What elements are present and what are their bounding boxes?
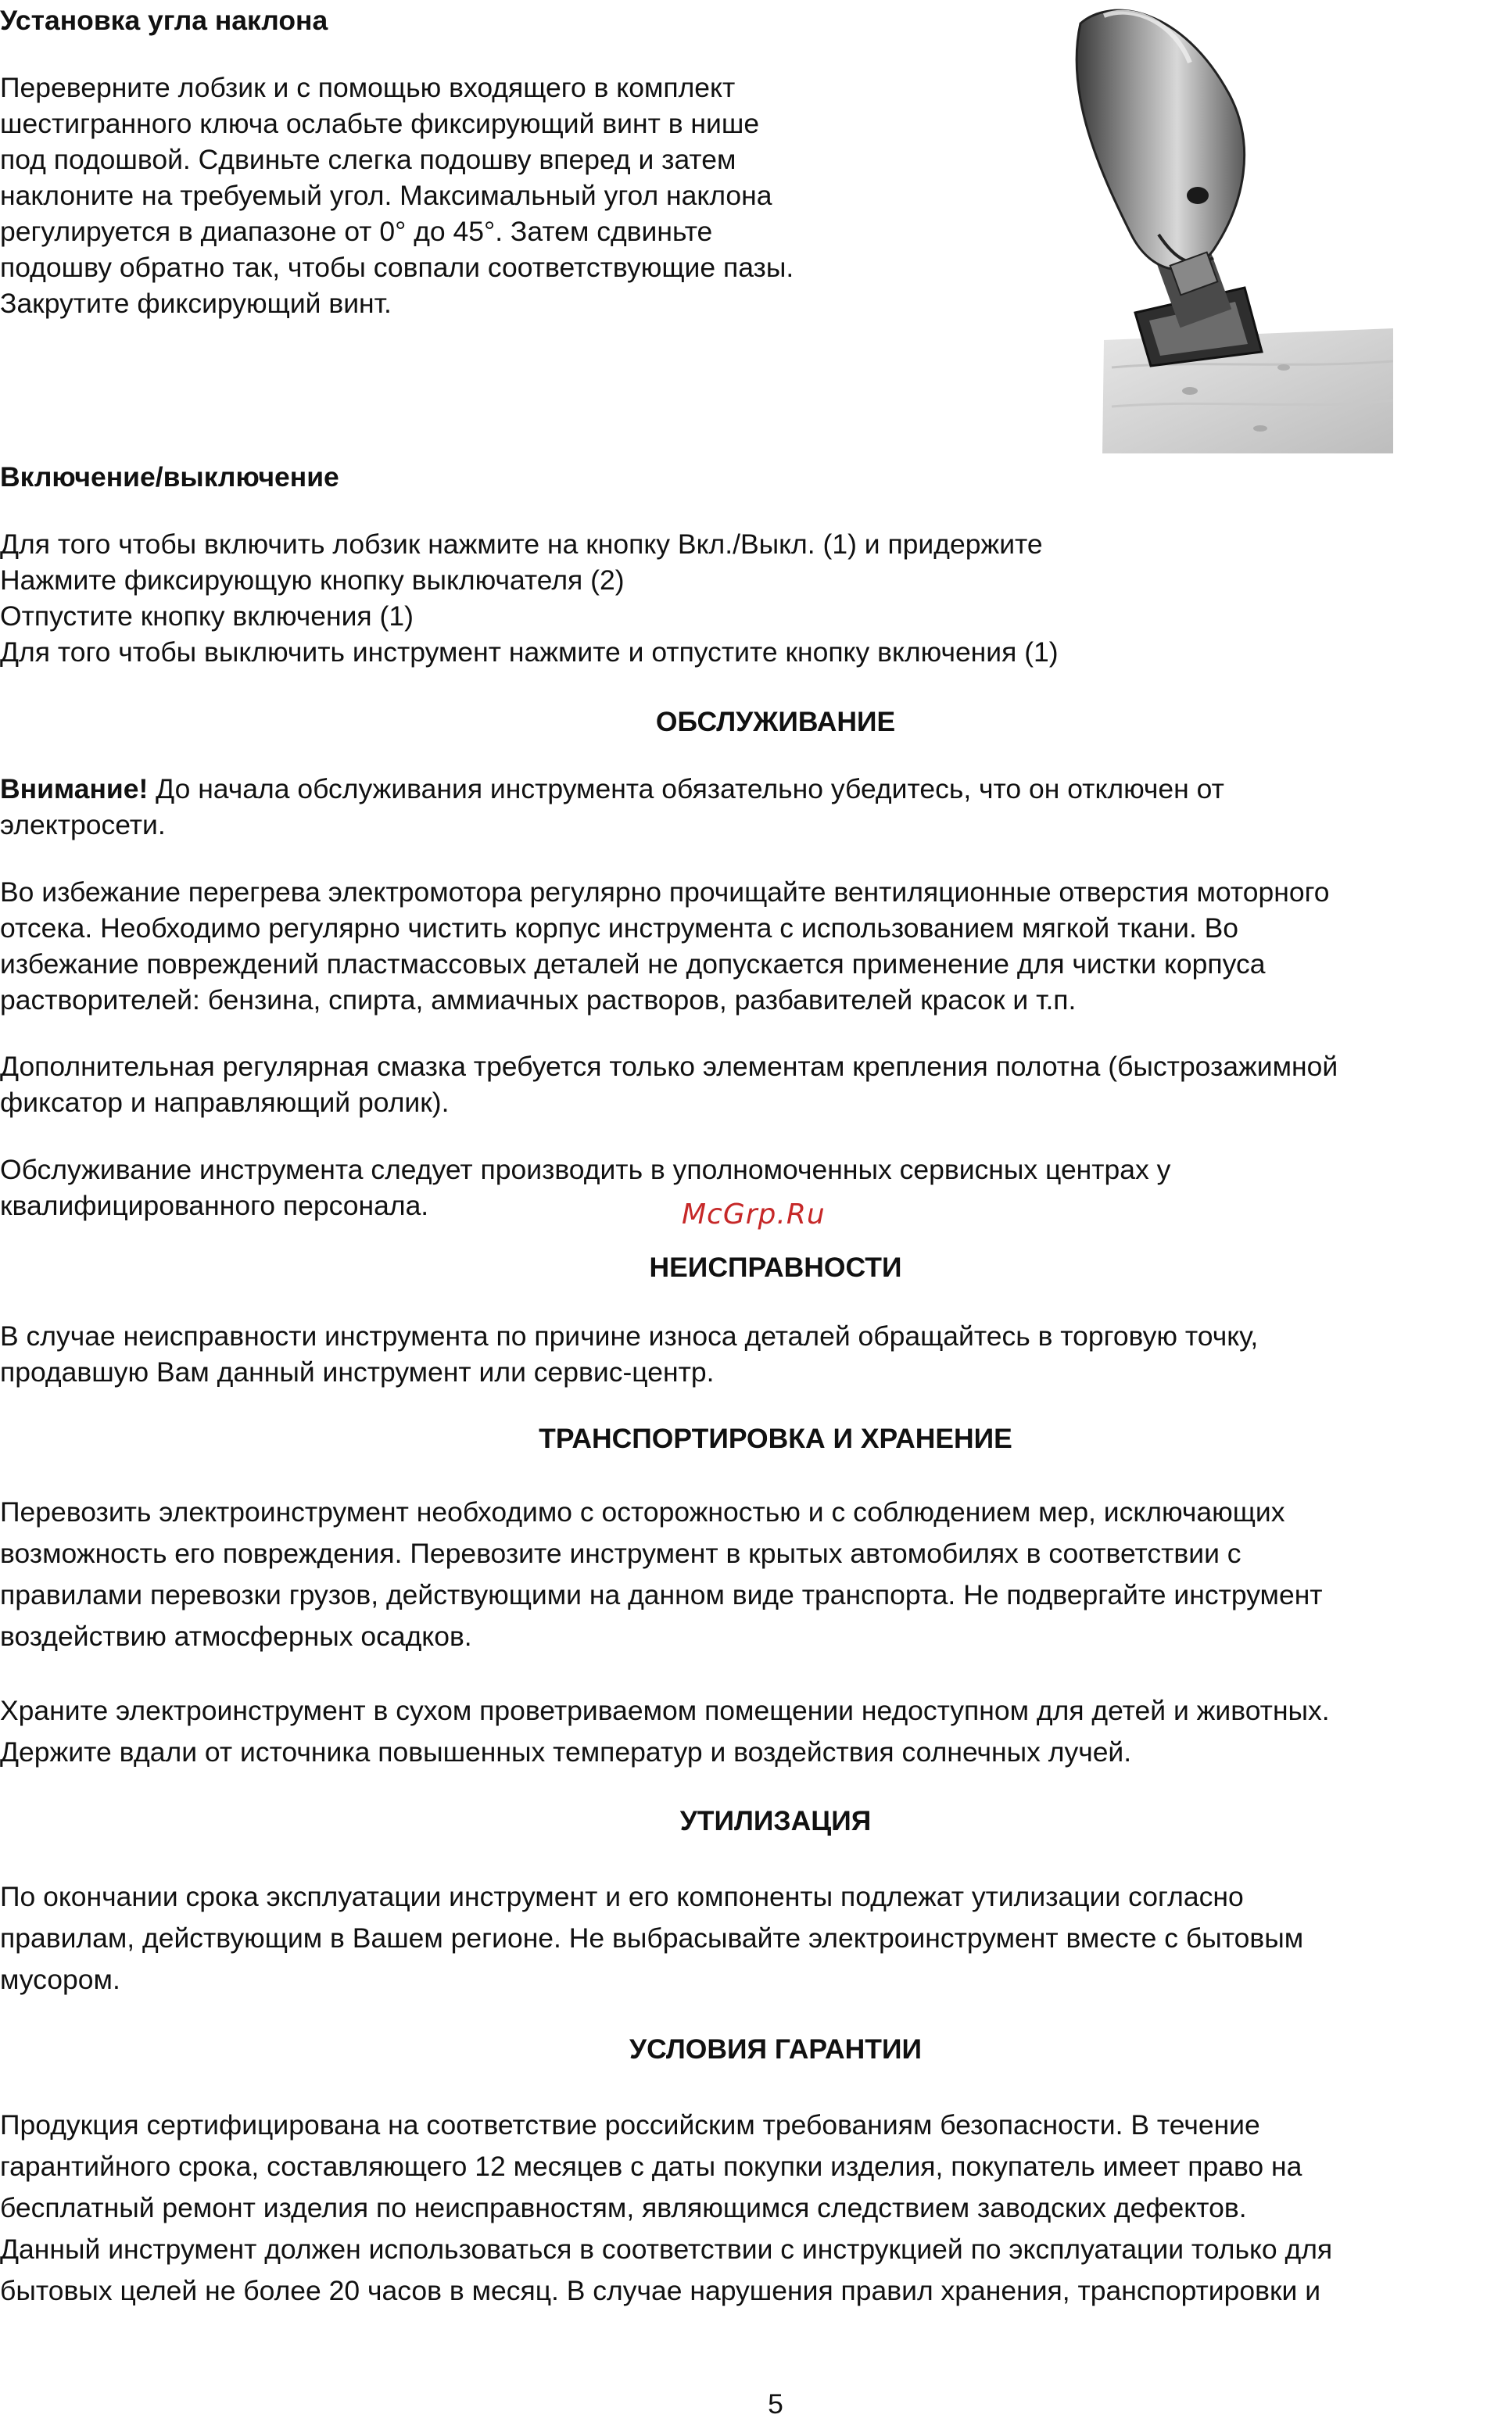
tilt-text bbox=[0, 70, 794, 321]
transport-p2 bbox=[0, 1690, 1330, 1773]
disposal-heading: УТИЛИЗАЦИЯ bbox=[679, 1805, 872, 1836]
transport-line: воздействию атмосферных осадков. bbox=[0, 1621, 472, 1652]
warranty-line: бесплатный ремонт изделия по неисправностям, являющимся следствием заводских дефектов. bbox=[0, 2192, 1247, 2223]
onoff-title: Включение/выключение bbox=[0, 461, 339, 493]
onoff-section bbox=[0, 459, 339, 495]
transport-line: Перевозить электроинструмент необходимо с осторожностью и с соблюдением мер, исключающих bbox=[0, 1496, 1285, 1528]
warning-label: Внимание! bbox=[0, 773, 149, 804]
service-line: отсека. Необходимо регулярно чистить корпус инструмента с использованием мягкой ткани. Во bbox=[0, 912, 1238, 944]
service-line: растворителей: бензина, спирта, аммиачных растворов, разбавителей красок и т.п. bbox=[0, 984, 1077, 1016]
service-line: Обслуживание инструмента следует производить в уполномоченных сервисных центрах у bbox=[0, 1154, 1171, 1185]
transport-line: Храните электроинструмент в сухом проветриваемом помещении недоступном для детей и животных. bbox=[0, 1695, 1330, 1726]
service-p3 bbox=[0, 1152, 1170, 1223]
service-line: Дополнительная регулярная смазка требуется только элементам крепления полотна (быстрозажимной bbox=[0, 1051, 1338, 1082]
service-line: квалифицированного персонала. bbox=[0, 1190, 429, 1221]
tilt-section bbox=[0, 2, 328, 38]
warning-text-cont: электросети. bbox=[0, 809, 166, 840]
warranty-line: гарантийного срока, составляющего 12 месяцев с даты покупки изделия, покупатель имеет право на bbox=[0, 2151, 1302, 2182]
onoff-line: Для того чтобы выключить инструмент нажмите и отпустите кнопку включения (1) bbox=[0, 636, 1059, 668]
faults-line: продавшую Вам данный инструмент или сервис-центр. bbox=[0, 1356, 715, 1388]
jigsaw-photo bbox=[1057, 0, 1393, 453]
warranty-text bbox=[0, 2105, 1332, 2312]
service-line: избежание повреждений пластмассовых деталей не допускается применение для чистки корпуса bbox=[0, 948, 1266, 980]
tilt-line: Закрутите фиксирующий винт. bbox=[0, 288, 392, 319]
service-p2 bbox=[0, 1048, 1338, 1120]
tilt-line: подошву обратно так, чтобы совпали соответствующие пазы. bbox=[0, 252, 794, 283]
transport-line: правилами перевозки грузов, действующими на данном виде транспорта. Не подвергайте инструмент bbox=[0, 1579, 1323, 1610]
jigsaw-knob bbox=[1187, 187, 1209, 204]
service-line: фиксатор и направляющий ролик). bbox=[0, 1087, 450, 1118]
disposal-line: правилам, действующим в Вашем регионе. Не выбрасывайте электроинструмент вместе с бытовым bbox=[0, 1922, 1304, 1954]
disposal-text bbox=[0, 1876, 1303, 2001]
transport-line: возможность его повреждения. Перевозите инструмент в крытых автомобилях в соответствии с bbox=[0, 1538, 1241, 1569]
onoff-line: Отпустите кнопку включения (1) bbox=[0, 600, 414, 632]
onoff-text bbox=[0, 526, 1059, 670]
transport-heading: ТРАНСПОРТИРОВКА И ХРАНЕНИЕ bbox=[539, 1423, 1012, 1454]
service-heading: ОБСЛУЖИВАНИЕ bbox=[655, 706, 896, 737]
transport-p1 bbox=[0, 1492, 1323, 1657]
transport-line: Держите вдали от источника повышенных температур и воздействия солнечных лучей. bbox=[0, 1736, 1132, 1768]
onoff-line: Для того чтобы включить лобзик нажмите на кнопку Вкл./Выкл. (1) и придержите bbox=[0, 528, 1043, 560]
tilt-line: регулируется в диапазоне от 0° до 45°. Затем сдвиньте bbox=[0, 216, 713, 247]
watermark-text: McGrp.Ru bbox=[682, 1198, 826, 1231]
tilt-line: наклоните на требуемый угол. Максимальный угол наклона bbox=[0, 180, 772, 211]
page-number: 5 bbox=[768, 2388, 783, 2420]
warning-text: До начала обслуживания инструмента обязательно убедитесь, что он отключен от bbox=[148, 773, 1224, 804]
service-line: Во избежание перегрева электромотора регулярно прочищайте вентиляционные отверстия моторного bbox=[0, 876, 1330, 908]
service-warning bbox=[0, 771, 1224, 843]
warranty-line: Данный инструмент должен использоваться в соответствии с инструкцией по эксплуатации только для bbox=[0, 2234, 1333, 2265]
faults-line: В случае неисправности инструмента по причине износа деталей обращайтесь в торговую точку, bbox=[0, 1320, 1259, 1352]
warranty-line: Продукция сертифицирована на соответствие российским требованиям безопасности. В течение bbox=[0, 2109, 1260, 2141]
warranty-line: бытовых целей не более 20 часов в месяц. В случае нарушения правил хранения, транспортировки и bbox=[0, 2275, 1321, 2306]
tilt-line: Переверните лобзик и с помощью входящего в комплект bbox=[0, 72, 736, 103]
onoff-line: Нажмите фиксирующую кнопку выключателя (2) bbox=[0, 564, 625, 596]
service-p1 bbox=[0, 874, 1330, 1018]
disposal-line: По окончании срока эксплуатации инструмент и его компоненты подлежат утилизации согласно bbox=[0, 1881, 1244, 1912]
jigsaw-motor-body bbox=[1077, 10, 1245, 269]
disposal-line: мусором. bbox=[0, 1964, 120, 1995]
warranty-heading: УСЛОВИЯ ГАРАНТИИ bbox=[629, 2033, 922, 2065]
faults-heading: НЕИСПРАВНОСТИ bbox=[649, 1252, 902, 1283]
tilt-title: Установка угла наклона bbox=[0, 5, 328, 36]
tilt-line: под подошвой. Сдвиньте слегка подошву вперед и затем bbox=[0, 144, 736, 175]
faults-text bbox=[0, 1318, 1258, 1390]
tilt-line: шестигранного ключа ослабьте фиксирующий винт в нише bbox=[0, 108, 760, 139]
